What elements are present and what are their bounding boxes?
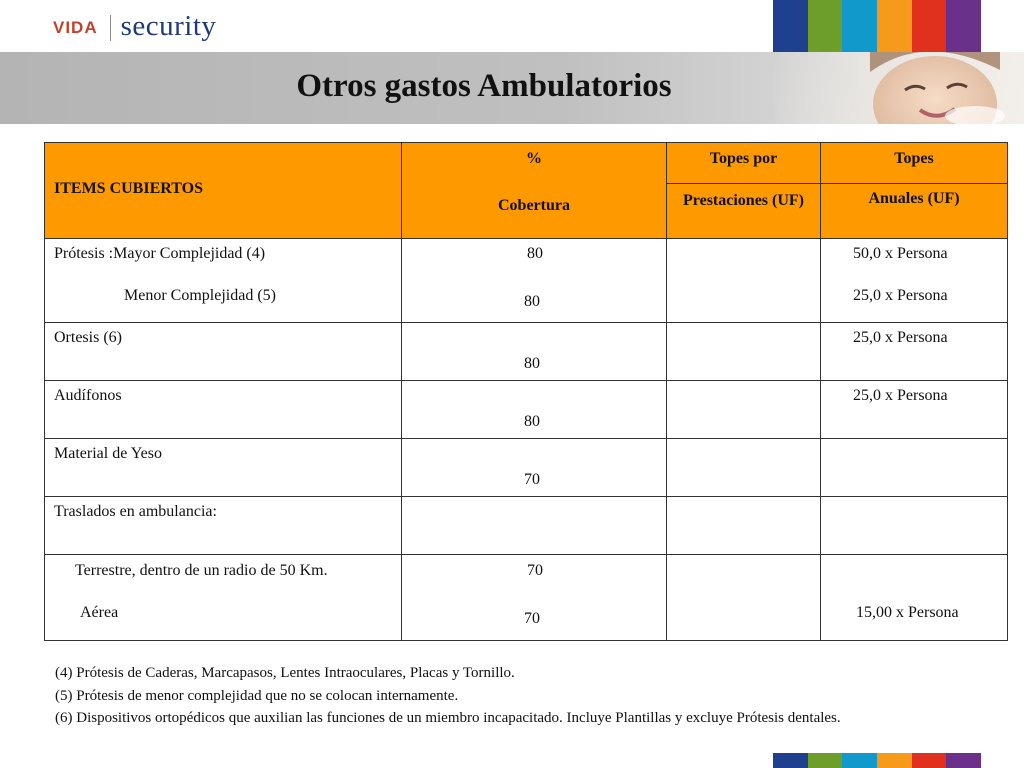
header-coverage-symbol: % bbox=[526, 150, 542, 167]
item-label: Prótesis :Mayor Complejidad (4) bbox=[54, 245, 266, 262]
cell-topes-anuales bbox=[821, 381, 1008, 439]
header-coverage bbox=[402, 143, 667, 239]
table-row bbox=[45, 239, 1008, 323]
cell-item bbox=[45, 555, 402, 641]
stripe-6 bbox=[946, 0, 981, 52]
item-label: Terrestre, dentro de un radio de 50 Km. bbox=[75, 562, 328, 579]
logo-divider bbox=[110, 15, 111, 41]
cell-coverage bbox=[402, 555, 667, 641]
stripe-2 bbox=[808, 753, 843, 768]
cell-coverage bbox=[402, 239, 667, 323]
cell-topes-prestacion bbox=[667, 439, 821, 497]
footnotes bbox=[55, 662, 975, 730]
tope-value: 25,0 x Persona bbox=[853, 287, 948, 304]
tope-value: 50,0 x Persona bbox=[853, 245, 948, 262]
header-topes-prestacion-top bbox=[667, 143, 821, 184]
coverage-value: 80 bbox=[524, 293, 540, 310]
cell-topes-anuales bbox=[821, 239, 1008, 323]
coverage-value: 70 bbox=[524, 610, 540, 627]
cell-item bbox=[45, 323, 402, 381]
cell-topes-anuales bbox=[821, 323, 1008, 381]
cell-topes-prestacion bbox=[667, 239, 821, 323]
footnote-4: (4) Prótesis de Caderas, Marcapasos, Lentes Intraoculares, Placas y Tornillo. bbox=[55, 665, 515, 681]
header-topes-prestacion-bottom bbox=[667, 184, 821, 239]
stripe-5 bbox=[912, 753, 947, 768]
item-label: Material de Yeso bbox=[54, 445, 162, 462]
cell-topes-anuales bbox=[821, 439, 1008, 497]
header-topes-prestacion-label: Topes por bbox=[709, 150, 778, 167]
header-topes-anuales-bottom bbox=[821, 184, 1008, 239]
logo-security-text: security bbox=[120, 9, 217, 42]
footnote-5: (5) Prótesis de menor complejidad que no se colocan internamente. bbox=[55, 687, 459, 704]
table-row bbox=[45, 381, 1008, 439]
coverage-value: 70 bbox=[527, 562, 543, 579]
cell-topes-anuales bbox=[821, 555, 1008, 641]
coverage-value: 70 bbox=[524, 471, 540, 488]
stripe-6 bbox=[946, 753, 981, 768]
header-prestaciones-uf: Prestaciones (UF) bbox=[683, 192, 804, 209]
header-topes-anuales-top bbox=[821, 143, 1008, 184]
item-label: Ortesis (6) bbox=[54, 329, 122, 346]
stripe-3 bbox=[842, 0, 877, 52]
cell-coverage bbox=[402, 381, 667, 439]
coverage-value: 80 bbox=[524, 355, 540, 372]
cell-item bbox=[45, 439, 402, 497]
stripe-1 bbox=[773, 753, 808, 768]
item-label: Traslados en ambulancia: bbox=[54, 503, 217, 520]
brand-logo bbox=[53, 8, 216, 48]
stripe-5 bbox=[912, 0, 947, 52]
header-topes-anuales-label: Topes bbox=[894, 150, 934, 167]
footnote-6: (6) Dispositivos ortopédicos que auxilian las funciones de un miembro incapacitado. Incluye Plantillas y excluye Prótesis dentales. bbox=[55, 710, 841, 726]
header-items bbox=[45, 143, 402, 239]
header-coverage-label: Cobertura bbox=[498, 197, 570, 214]
page-title: Otros gastos Ambulatorios bbox=[296, 67, 672, 104]
stripe-2 bbox=[808, 0, 843, 52]
cell-topes-prestacion bbox=[667, 323, 821, 381]
cell-topes-prestacion bbox=[667, 555, 821, 641]
cell-coverage bbox=[402, 323, 667, 381]
table-row bbox=[45, 555, 1008, 641]
stripe-1 bbox=[773, 0, 808, 52]
table-row bbox=[45, 439, 1008, 497]
cell-item bbox=[45, 381, 402, 439]
item-label: Aérea bbox=[80, 604, 119, 621]
table-row bbox=[45, 323, 1008, 381]
table-row bbox=[45, 497, 1008, 555]
header-anuales-uf: Anuales (UF) bbox=[868, 190, 960, 207]
stripe-4 bbox=[877, 0, 912, 52]
coverage-value: 80 bbox=[527, 245, 543, 262]
cell-item bbox=[45, 239, 402, 323]
cell-topes-prestacion bbox=[667, 497, 821, 555]
item-label: Menor Complejidad (5) bbox=[124, 287, 276, 304]
cell-coverage bbox=[402, 439, 667, 497]
tope-value: 25,0 x Persona bbox=[853, 387, 948, 404]
cell-item bbox=[45, 497, 402, 555]
brand-color-stripes bbox=[773, 0, 981, 52]
cell-topes-prestacion bbox=[667, 381, 821, 439]
stripe-4 bbox=[877, 753, 912, 768]
item-label: Audífonos bbox=[54, 387, 122, 404]
tope-value: 15,00 x Persona bbox=[856, 604, 959, 621]
bottom-color-stripes bbox=[773, 753, 981, 768]
cell-topes-anuales bbox=[821, 497, 1008, 555]
header-items-label: ITEMS CUBIERTOS bbox=[54, 180, 203, 197]
cell-coverage bbox=[402, 497, 667, 555]
tope-value: 25,0 x Persona bbox=[853, 329, 948, 346]
logo-vida-text: VIDA bbox=[53, 18, 98, 37]
coverage-value: 80 bbox=[524, 413, 540, 430]
stripe-3 bbox=[842, 753, 877, 768]
coverage-table bbox=[44, 142, 1008, 641]
